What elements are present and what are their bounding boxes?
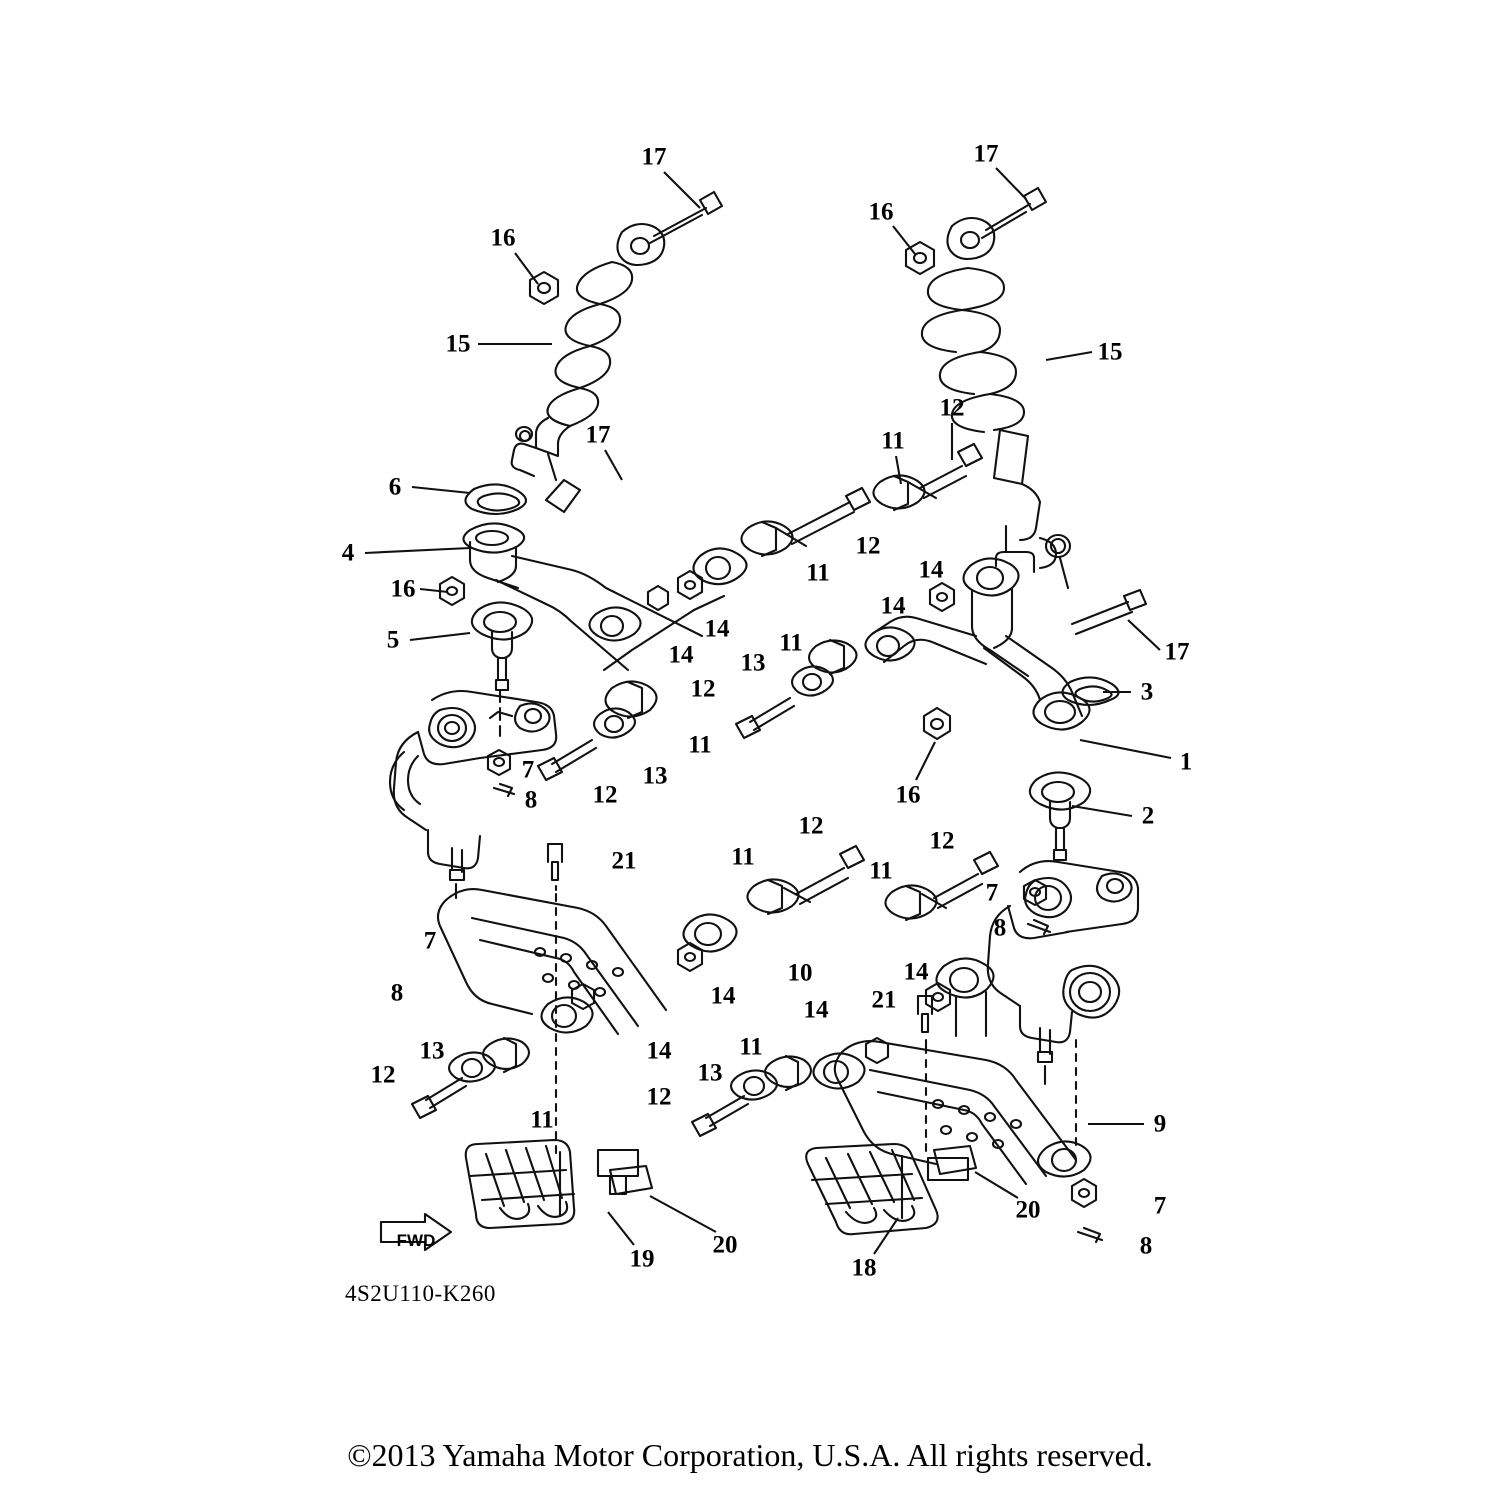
callout-number[interactable]: 12	[929, 827, 955, 855]
leader-line	[874, 1218, 898, 1254]
callout-number[interactable]: 14	[646, 1037, 672, 1065]
callout-number[interactable]: 13	[642, 762, 668, 790]
callout-number[interactable]: 8	[993, 914, 1007, 942]
callout-number[interactable]: 14	[668, 641, 694, 669]
callout-number[interactable]: 17	[1164, 638, 1190, 666]
callout-number[interactable]: 5	[386, 626, 400, 654]
leader-line	[664, 172, 700, 208]
callout-number[interactable]: 12	[690, 675, 716, 703]
callout-number[interactable]: 2	[1141, 802, 1155, 830]
fwd-direction-indicator	[381, 1222, 451, 1260]
callout-number[interactable]: 16	[490, 224, 516, 252]
callout-number[interactable]: 12	[939, 394, 965, 422]
leader-line	[608, 1212, 634, 1245]
leader-line	[996, 168, 1026, 199]
leader-line	[893, 226, 915, 254]
callout-number[interactable]: 14	[880, 592, 906, 620]
callout-number[interactable]: 11	[739, 1033, 763, 1061]
callout-number[interactable]: 15	[1097, 338, 1123, 366]
callout-number[interactable]: 14	[803, 996, 829, 1024]
callout-number[interactable]: 17	[585, 421, 611, 449]
callout-number[interactable]: 16	[868, 198, 894, 226]
callout-number[interactable]: 17	[641, 143, 667, 171]
lower-arm-left	[412, 844, 864, 1194]
callout-number[interactable]: 1	[1179, 748, 1193, 776]
callout-number[interactable]: 14	[710, 982, 736, 1010]
upper-arm-left	[440, 484, 870, 736]
callout-number[interactable]: 12	[592, 781, 618, 809]
leader-line	[896, 456, 901, 484]
callout-number[interactable]: 20	[1015, 1196, 1041, 1224]
callout-number[interactable]: 12	[370, 1061, 396, 1089]
callout-number[interactable]: 21	[871, 986, 897, 1014]
callout-number[interactable]: 7	[1153, 1192, 1167, 1220]
leader-line	[1080, 740, 1171, 758]
callout-number[interactable]: 12	[646, 1083, 672, 1111]
callout-number[interactable]: 16	[895, 781, 921, 809]
callout-number[interactable]: 13	[419, 1037, 445, 1065]
callout-number[interactable]: 8	[524, 786, 538, 814]
callout-number[interactable]: 14	[704, 615, 730, 643]
callout-number[interactable]: 7	[423, 927, 437, 955]
leader-line	[1046, 352, 1092, 360]
callout-number[interactable]: 11	[779, 629, 803, 657]
callout-number[interactable]: 18	[851, 1254, 877, 1282]
leader-line	[650, 1196, 716, 1232]
callout-number[interactable]: 14	[903, 958, 929, 986]
callout-number[interactable]: 4	[341, 539, 355, 567]
leader-line	[605, 450, 622, 480]
callout-number[interactable]: 8	[1139, 1232, 1153, 1260]
callout-number[interactable]: 11	[731, 843, 755, 871]
callout-number[interactable]: 15	[445, 330, 471, 358]
footrest-right	[806, 1144, 937, 1234]
callout-number[interactable]: 14	[918, 556, 944, 584]
callout-number[interactable]: 6	[388, 473, 402, 501]
callout-number[interactable]: 21	[611, 847, 637, 875]
copyright-notice: ©2013 Yamaha Motor Corporation, U.S.A. All rights reserved.	[347, 1437, 1153, 1473]
callout-number[interactable]: 13	[740, 649, 766, 677]
callout-number[interactable]: 13	[697, 1059, 723, 1087]
callout-number[interactable]: 11	[881, 427, 905, 455]
callout-number[interactable]: 17	[973, 140, 999, 168]
callout-number[interactable]: 11	[869, 857, 893, 885]
leader-line	[420, 589, 448, 592]
shock-absorber-right	[906, 188, 1070, 588]
leader-line	[975, 1172, 1018, 1198]
leader-line	[410, 633, 470, 640]
callout-number[interactable]: 12	[855, 532, 881, 560]
callout-number[interactable]: 3	[1140, 678, 1154, 706]
callout-number[interactable]: 12	[798, 812, 824, 840]
leader-line	[365, 548, 470, 553]
callout-number[interactable]: 19	[629, 1245, 655, 1273]
steering-knuckle-right	[985, 861, 1138, 1084]
leader-line	[916, 742, 935, 780]
callout-number[interactable]: 9	[1153, 1110, 1167, 1138]
leader-line	[1128, 620, 1160, 650]
fwd-label: FWD	[396, 1231, 436, 1250]
callout-number[interactable]: 11	[688, 731, 712, 759]
leader-line	[1072, 806, 1132, 816]
leader-line	[412, 487, 470, 493]
callout-number[interactable]: 8	[390, 979, 404, 1007]
callout-number[interactable]: 11	[530, 1106, 554, 1134]
callout-number[interactable]: 7	[985, 879, 999, 907]
footrest-left	[466, 1140, 574, 1228]
leader-line	[515, 253, 538, 284]
callout-number[interactable]: 7	[521, 756, 535, 784]
callout-number[interactable]: 20	[712, 1231, 738, 1259]
shock-absorber-left	[512, 192, 722, 512]
callout-number[interactable]: 11	[806, 559, 830, 587]
callout-number[interactable]: 16	[390, 575, 416, 603]
collars-and-bushings	[538, 640, 857, 780]
callout-number[interactable]: 10	[787, 959, 813, 987]
footrest-bracket	[610, 1146, 976, 1194]
diagram-part-code: 4S2U110-K260	[345, 1281, 496, 1306]
